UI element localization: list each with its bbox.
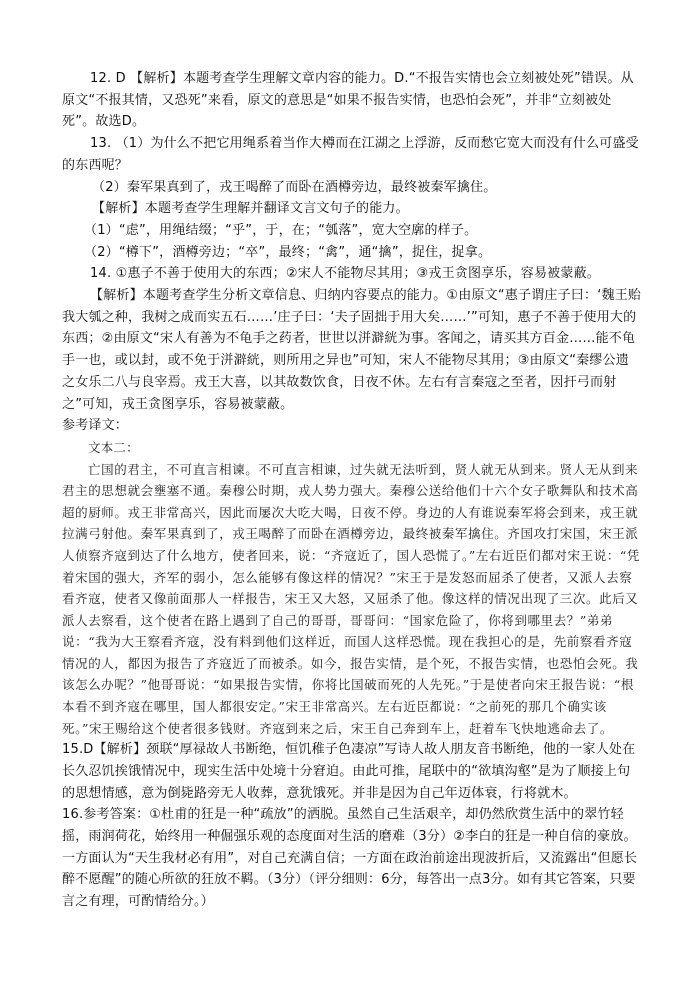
document-page — [62, 68, 642, 913]
translation-heading: 参考译文： — [62, 418, 129, 434]
analysis-q13-point1: （1）“虑”，用绳结缀；“乎”，于，在；“瓠落”，宽大空廓的样子。 — [84, 222, 478, 238]
answer-q12: 12. D 【解析】本题考查学生理解文章内容的能力。D.“不报告实情也会立刻被处死”错误。从原文“不报其情，又恐死”来看，原文的意思是“如果不报告实情，也恐怕会死”，并非“立刻被处死”。故选D。 — [62, 71, 634, 130]
answer-q16: 16.参考答案：①杜甫的狂是一种“疏放”的洒脱。虽然自己生活艰辛，却仍然欣赏生活中的翠竹轻摇，雨润荷花，始终用一种倔强乐观的态度面对生活的磨难（3分）②李白的狂是一种自信的豪放。一方面认为“天生我材必有用”，对自己充满自信；一方面在政治前途出现波折后，又流露出“但愿长醉不愿醒”的随心所欲的狂放不羁。（3分）（评分细则：6分，每答出一点3分。如有其它答案，只要言之有理，可酌情给分。） — [62, 807, 638, 910]
answer-q14: 14. ①惠子不善于使用大的东西；②宋人不能物尽其用；③戎王贪图享乐，容易被蒙蔽。 — [90, 266, 600, 282]
analysis-q14: 【解析】本题考查学生分析文章信息、归纳内容要点的能力。①由原文“惠子谓庄子曰：‘魏王贻我大瓠之种，我树之成而实五石……’庄子曰：‘夫子固拙于用大矣……’”可知，惠子不善于使用大的东西；②由原文“宋人有善为不龟手之药者，世世以洴澼絖为事。客闻之，请买其方百金……能不龟手一也，或以封，或不免于洴澼絖，则所用之异也”可知，宋人不能物尽其用；③由原文“秦缪公遗之女乐二八与良宰焉。戎王大喜，以其故数饮食，日夜不休。左右有言秦寇之至者，因扞弓而射之”可知，戎王贪图享乐，容易被蒙蔽。 — [62, 288, 642, 412]
analysis-q13-point2: （2）“樽下”，酒樽旁边；“卒”，最终；“禽”，通“擒”，捉住，捉拿。 — [84, 244, 492, 260]
answer-q15: 15.D【解析】颈联“厚禄故人书断绝，恒饥稚子色凄凉”写诗人故人朋友音书断绝，他的一家人处在长久忍饥挨饿情况中，现实生活中处境十分窘迫。由此可推，尾联中的“欲填沟壑”是为了顺接上句的思想情感，意为倒毙路旁无人收葬，意犹饿死。并非是因为自己年迈体衰，行将就木。 — [62, 742, 636, 801]
translation-body: 亡国的君主，不可直言相谏。不可直言相谏，过失就无法听到，贤人就无从到来。贤人无从到来君主的思想就会壅塞不通。秦穆公时期，戎人势力强大。秦穆公送给他们十六个女子歌舞队和技术高超的厨师。戎王非常高兴，因此而屡次大吃大喝，日夜不停。身边的人有谁说秦军将会到来，戎王就拉满弓射他。秦军果真到了，戎王喝醉了而卧在酒樽旁边，最终被秦军擒住。齐国攻打宋国，宋王派人侦察齐寇到达了什么地方，使者回来，说：“齐寇近了，国人恐慌了。”左右近臣们都对宋王说：“凭着宋国的强大，齐军的弱小，怎么能够有像这样的情况？”宋王于是发怒而屈杀了使者，又派人去察看齐寇，使者又像前面那人一样报告，宋王又大怒，又屈杀了他。像这样的情况出现了三次。此后又派人去察看，这个使者在路上遇到了自己的哥哥，哥哥问：“国家危险了，你将到哪里去？”弟弟说：“我为大王察看齐寇，没有料到他们这样近，而国人这样恐慌。现在我担心的是，先前察看齐寇情况的人，都因为报告了齐寇近了而被杀。如今，报告实情，是个死，不报告实情，也恐怕会死。我该怎么办呢？”他哥哥说：“如果报告实情，你将比国破而死的人先死。”于是使者向宋王报告说：“根本看不到齐寇在哪里，国人都很安定。”宋王非常高兴。左右近臣都说：“之前死的那几个确实该死。”宋王赐给这个使者很多钱财。齐寇到来之后，宋王自己奔到车上，赶着车飞快地逃命去了。 — [62, 461, 641, 736]
answer-q13-part2: （2）秦军果真到了，戎王喝醉了而卧在酒樽旁边，最终被秦军擒住。 — [92, 179, 497, 195]
analysis-q13: 【解析】本题考查学生理解并翻译文言文句子的能力。 — [92, 201, 409, 217]
answer-q13-part1: 13. （1）为什么不把它用绳系着当作大樽而在江湖之上浮游，反而愁它宽大而没有什么可盛受的东西呢？ — [62, 136, 639, 173]
text2-heading: 文本二： — [88, 439, 139, 455]
